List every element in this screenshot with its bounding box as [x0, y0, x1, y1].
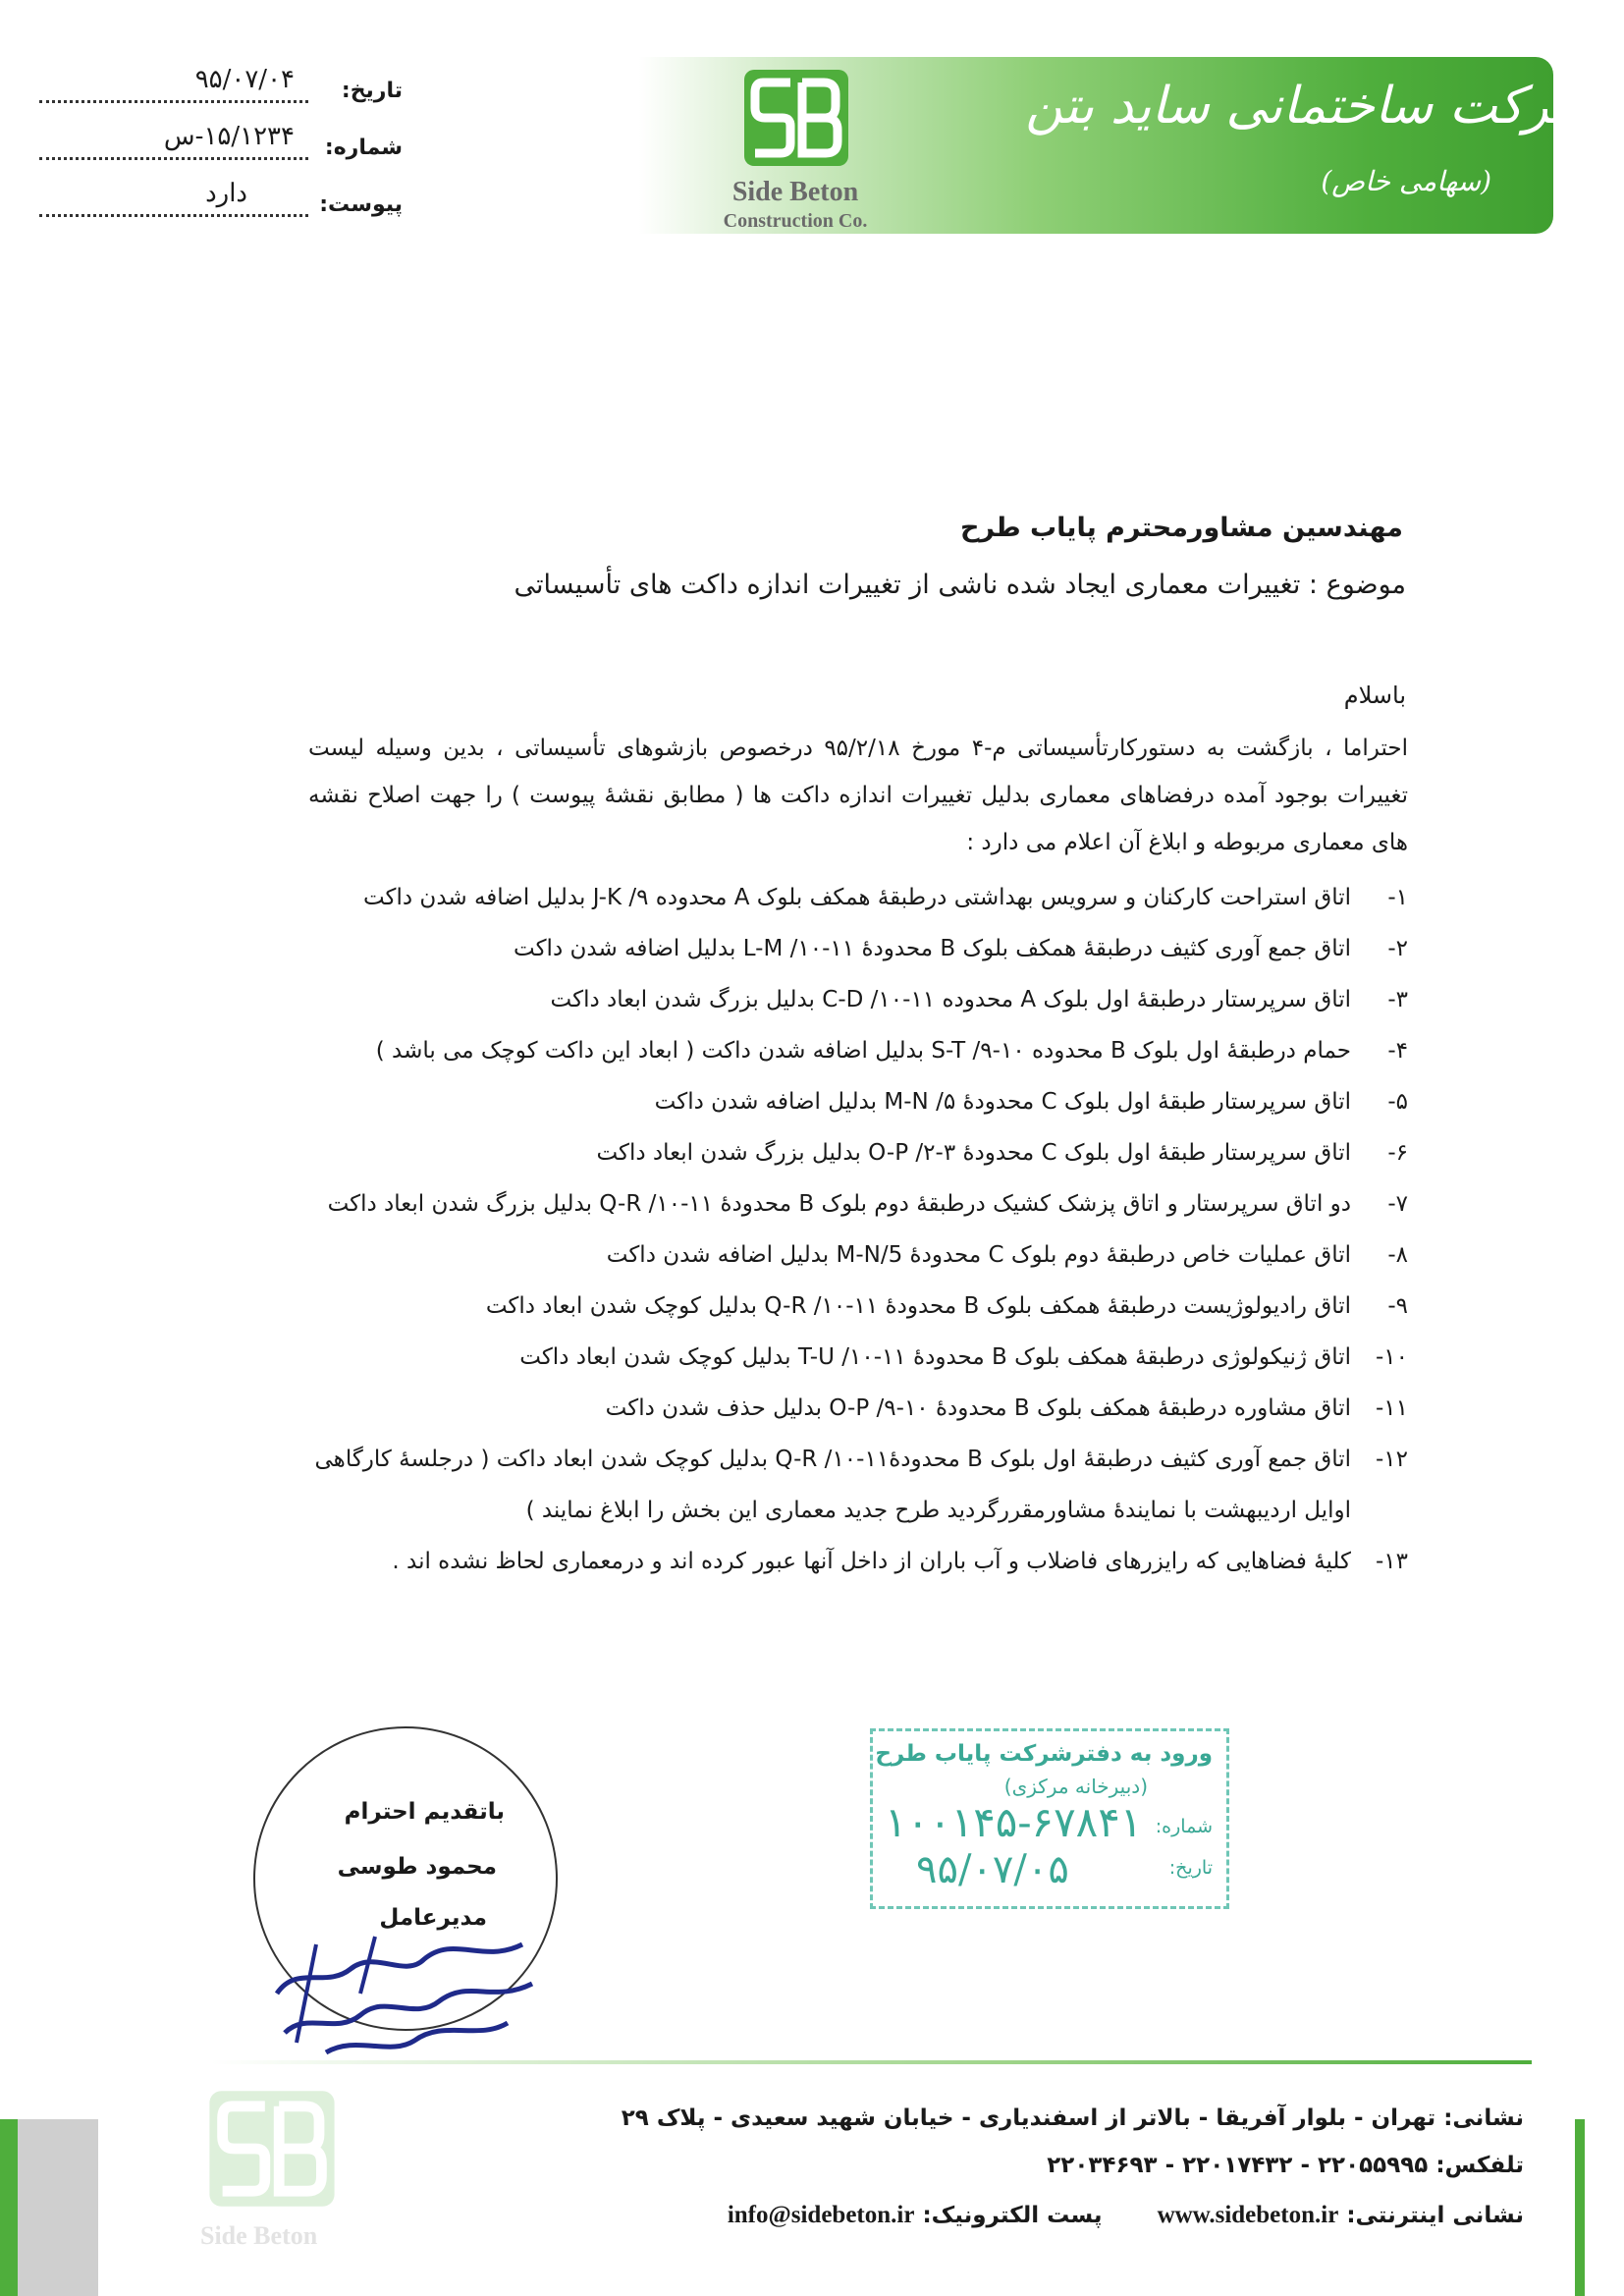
attachment-value: دارد	[205, 179, 247, 208]
stamp-subtitle: (دبیرخانه مرکزی)	[1003, 1775, 1148, 1798]
signer-name: محمود طوسی	[337, 1854, 497, 1880]
changes-list	[298, 872, 1408, 1587]
logo-text-line2: Construction Co.	[723, 210, 868, 232]
footer-phones	[1047, 2153, 1524, 2178]
company-type: (سهامی خاص)	[1321, 165, 1491, 197]
footer-address	[622, 2105, 1524, 2131]
company-name: شرکت ساختمانی ساید بتن	[1025, 77, 1595, 136]
greeting: باسلام	[1343, 682, 1406, 709]
list-item: ۸- اتاق عملیات خاص درطبقهٔ دوم بلوک C محدودهٔ M-N/5 بدلیل اضافه شدن داکت	[606, 1242, 1408, 1268]
attachment-field	[39, 179, 403, 224]
footer-divider	[211, 2060, 1532, 2064]
list-item: ۱۰- اتاق ژنیکولوژی درطبقهٔ همکف بلوک B محدودهٔ ۱۱-۱۰/ T-U بدلیل کوچک شدن ابعاد داکت	[519, 1344, 1408, 1370]
stamp-title: ورود به دفترشرکت پایاب طرح	[875, 1741, 1213, 1767]
faded-logo-text: Side Beton	[200, 2221, 318, 2250]
list-item: ۶- اتاق سرپرستار طبقهٔ اول بلوک C محدودهٔ ۳-۲/ O-P بدلیل بزرگ شدن ابعاد داکت	[596, 1140, 1408, 1166]
list-item: ۴- حمام درطبقهٔ اول بلوک B محدوده ۱۰-۹/ S-T بدلیل اضافه شدن داکت ( ابعاد این داکت کوچک می باشد )	[375, 1038, 1408, 1064]
date-label: تاریخ:	[341, 79, 403, 103]
phone-value: ۲۲۰۵۵۹۹۵ - ۲۲۰۱۷۴۳۲ - ۲۲۰۳۴۶۹۳	[1047, 2153, 1429, 2178]
list-item: ۱۱- اتاق مشاوره درطبقهٔ همکف بلوک B محدودهٔ ۱۰-۹/ O-P بدلیل حذف شدن داکت	[605, 1395, 1408, 1421]
company-logo-icon	[743, 69, 849, 167]
list-item: ۲- اتاق جمع آوری کثیف درطبقهٔ همکف بلوک B محدودهٔ ۱۱-۱۰/ L-M بدلیل اضافه شدن داکت	[514, 936, 1408, 961]
web-label: نشانی اینترنتی:	[1346, 2203, 1524, 2228]
list-item: ۱- اتاق استراحت کارکنان و سرویس بهداشتی درطبقهٔ همکف بلوک A محدوده ۹/ J-K بدلیل اضافه شدن داکت	[362, 885, 1408, 910]
logo-text-line1: Side Beton	[731, 177, 859, 207]
list-item: ۷- دو اتاق سرپرستار و اتاق پزشک کشیک درطبقهٔ دوم بلوک B محدودهٔ ۱۱-۱۰/ Q-R بدلیل بزرگ شدن ابعاد داکت	[327, 1191, 1408, 1217]
signer-title: مدیرعامل	[379, 1905, 487, 1931]
list-item: ۳- اتاق سرپرستار درطبقهٔ اول بلوک A محدوده ۱۱-۱۰/ C-D بدلیل بزرگ شدن ابعاد داکت	[550, 987, 1408, 1012]
address-value: تهران - بلوار آفریقا - بالاتر از اسفندیاری - خیابان شهید سعیدی - پلاک ۲۹	[621, 2105, 1436, 2131]
list-item: ۱۲- اتاق جمع آوری کثیف درطبقهٔ اول بلوک B محدودهٔ۱۱-۱۰/ Q-R بدلیل کوچک شدن ابعاد داکت ( درجلسهٔ کارگاهی اوایل اردیبهشت با نمایندهٔ مشاورمقررگردید طرح جدید معماری این بخش را ابلاغ نمایند )	[314, 1447, 1408, 1523]
number-value: ۱۵/۱۲۳۴-س	[163, 122, 295, 151]
footer-left-bar	[0, 2119, 98, 2296]
stamp-number-label: شماره:	[1155, 1816, 1213, 1837]
email-label: پست الکترونیک:	[922, 2203, 1103, 2228]
footer-web	[728, 2202, 1524, 2229]
handwritten-signature	[257, 1925, 542, 2062]
intro-paragraph: احتراما ، بازگشت به دستورکارتأسیساتی م-۴ مورخ ۹۵/۲/۱۸ درخصوص بازشوهای تأسیساتی ، بدین وسیله لیست تغییرات بوجود آمده درفضاهای معماری بدلیل تغییرات اندازه داکت ها ( مطابق نقشهٔ پیوست ) را جهت اصلاح نقشه های معماری مربوطه و ابلاغ آن اعلام می دارد :	[308, 736, 1409, 855]
footer-right-bar	[1575, 2119, 1585, 2296]
date-field	[39, 65, 403, 110]
date-value: ۹۵/۰۷/۰۴	[194, 65, 295, 94]
website-link[interactable]: www.sidebeton.ir	[1157, 2202, 1339, 2228]
attachment-label: پیوست:	[319, 192, 403, 217]
address-label: نشانی:	[1443, 2105, 1524, 2131]
list-item: ۹- اتاق رادیولوژیست درطبقهٔ همکف بلوک B محدودهٔ ۱۱-۱۰/ Q-R بدلیل کوچک شدن ابعاد داکت	[485, 1293, 1408, 1319]
addressee: مهندسین مشاورمحترم پایاب طرح	[959, 513, 1403, 543]
list-item: ۵- اتاق سرپرستار طبقهٔ اول بلوک C محدودهٔ ۵/ M-N بدلیل اضافه شدن داکت	[654, 1089, 1408, 1115]
faded-logo-icon	[208, 2090, 336, 2208]
receipt-stamp	[870, 1728, 1229, 1909]
stamp-date-label: تاریخ:	[1168, 1857, 1213, 1879]
stamp-number-value: ۱۰۰۱۴۵-۶۷۸۴۱	[885, 1798, 1143, 1846]
stamp-date-value: ۹۵/۰۷/۰۵	[916, 1847, 1069, 1892]
email-link[interactable]: info@sidebeton.ir	[727, 2202, 915, 2228]
number-label: شماره:	[324, 136, 403, 160]
phone-label: تلفکس:	[1435, 2153, 1524, 2178]
list-item: ۱۳- کلیهٔ فضاهایی که رایزرهای فاضلاب و آب باران از داخل آنها عبور کرده اند و درمعماری لحاظ نشده اند .	[392, 1549, 1408, 1574]
subject: موضوع : تغییرات معماری ایجاد شده ناشی از تغییرات اندازه داکت های تأسیساتی	[514, 570, 1406, 600]
number-field	[39, 122, 403, 167]
closing: باتقدیم احترام	[344, 1799, 505, 1825]
